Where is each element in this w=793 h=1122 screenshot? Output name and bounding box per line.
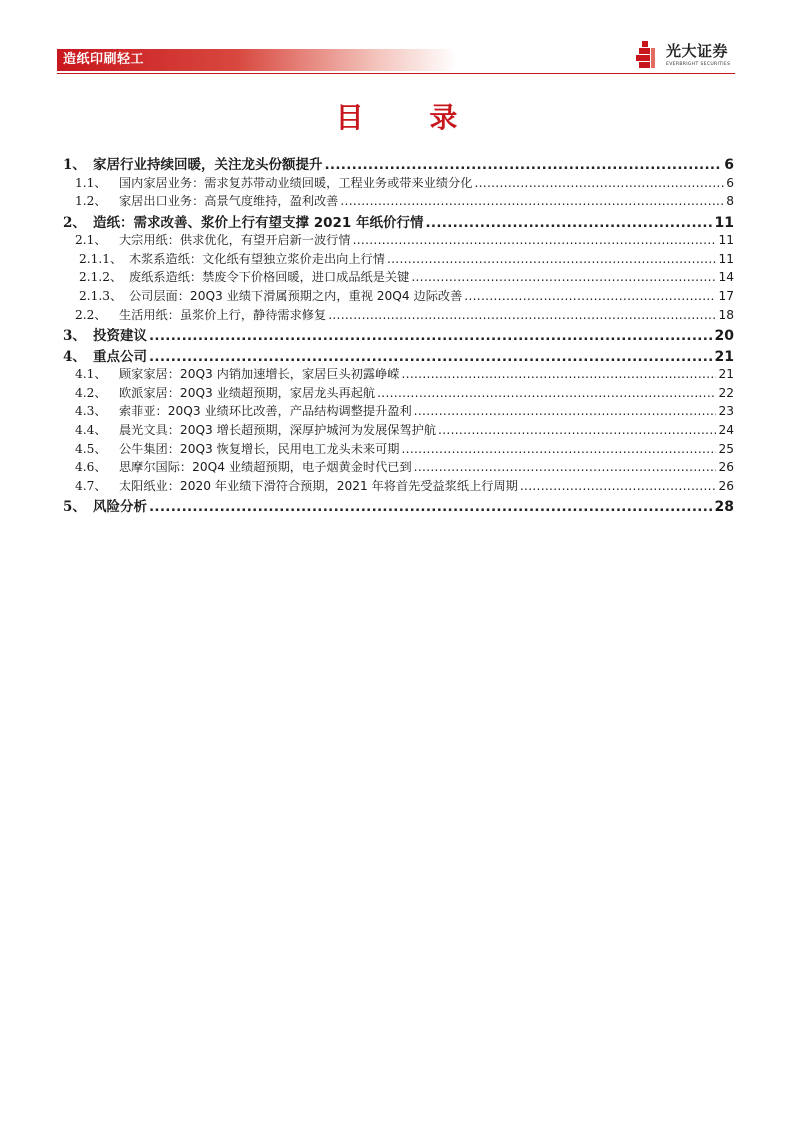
toc-entry-label: 顾家家居：20Q3 内销加速增长，家居巨头初露峥嵘	[119, 367, 400, 382]
toc-entry-number: 4.3、	[75, 404, 107, 419]
toc-entry-number: 2.2、	[75, 307, 107, 322]
toc-entry-number: 4.7、	[75, 478, 107, 493]
toc-entry[interactable]	[57, 211, 734, 232]
toc-entry-number: 4.1、	[75, 367, 107, 382]
toc-entry-page: 6	[724, 157, 734, 173]
dot-leader	[401, 442, 716, 456]
dot-leader	[414, 460, 717, 474]
section-title: 造纸印刷轻工	[63, 52, 145, 67]
toc-entry-page: 26	[718, 460, 734, 475]
header-divider	[57, 73, 735, 74]
toc-entry[interactable]	[57, 458, 734, 477]
toc-entry-number: 2.1.3、	[79, 288, 123, 303]
dot-leader	[149, 499, 713, 515]
toc-entry-label: 欧派家居：20Q3 业绩超预期，家居龙头再起航	[119, 385, 376, 400]
toc-entry-number: 4、	[63, 348, 86, 365]
toc-entry[interactable]	[57, 440, 734, 459]
toc-entry[interactable]	[57, 192, 734, 211]
dot-leader	[340, 194, 724, 208]
toc-entry-page: 11	[714, 214, 734, 231]
toc-entry[interactable]	[57, 477, 734, 496]
toc-entry-label: 公司层面：20Q3 业绩下滑属预期之内，重视 20Q4 边际改善	[129, 288, 463, 303]
toc-entry[interactable]	[57, 250, 734, 269]
toc-entry-number: 4.6、	[75, 460, 107, 475]
toc-entry-page: 28	[714, 499, 734, 516]
toc-entry[interactable]	[57, 384, 734, 403]
dot-leader	[425, 215, 712, 231]
toc-entry-number: 5、	[63, 499, 86, 516]
toc-entry[interactable]	[57, 287, 734, 306]
table-of-contents	[57, 153, 734, 516]
toc-entry-label: 风险分析	[93, 499, 147, 516]
toc-entry-number: 4.4、	[75, 422, 107, 437]
toc-entry-page: 24	[718, 422, 734, 437]
toc-entry-page: 26	[718, 478, 734, 493]
toc-entry-label: 思摩尔国际：20Q4 业绩超预期，电子烟黄金时代已到	[119, 460, 412, 475]
dot-leader	[520, 479, 717, 493]
toc-entry-label: 公牛集团：20Q3 恢复增长，民用电工龙头未来可期	[119, 441, 400, 456]
toc-entry-page: 20	[714, 328, 734, 345]
toc-entry-page: 21	[714, 348, 734, 365]
toc-entry-page: 18	[718, 307, 734, 322]
toc-entry-label: 太阳纸业：2020 年业绩下滑符合预期，2021 年将首先受益浆纸上行周期	[119, 478, 518, 493]
toc-entry-label: 家居出口业务：高景气度维持，盈利改善	[119, 194, 339, 209]
dot-leader	[149, 328, 713, 344]
toc-entry-number: 2.1.1、	[79, 251, 123, 266]
toc-entry-label: 家居行业持续回暖，关注龙头份额提升	[93, 157, 323, 173]
toc-entry-label: 晨光文具：20Q3 增长超预期，深厚护城河为发展保驾护航	[119, 422, 437, 437]
toc-entry[interactable]	[57, 153, 734, 174]
dot-leader	[414, 404, 717, 418]
everbright-logo-icon	[636, 41, 658, 69]
toc-entry[interactable]	[57, 495, 734, 516]
toc-entry-number: 2.1.2、	[79, 270, 123, 285]
toc-entry[interactable]	[57, 324, 734, 345]
dot-leader	[401, 367, 716, 381]
toc-entry-label: 国内家居业务：需求复苏带动业绩回暖，工程业务或带来业绩分化	[119, 175, 473, 190]
toc-entry-label: 投资建议	[93, 328, 147, 345]
toc-entry[interactable]	[57, 421, 734, 440]
toc-entry-label: 重点公司	[93, 348, 147, 365]
toc-entry-number: 1.2、	[75, 194, 107, 209]
toc-entry-label: 索菲亚：20Q3 业绩环比改善，产品结构调整提升盈利	[119, 404, 412, 419]
dot-leader	[387, 252, 717, 266]
toc-entry[interactable]	[57, 306, 734, 325]
toc-title: 目 录	[335, 101, 486, 134]
toc-entry-page: 25	[718, 441, 734, 456]
toc-entry-number: 2、	[63, 214, 86, 231]
dot-leader	[353, 233, 717, 247]
logo-text-en: EVERBRIGHT SECURITIES	[666, 62, 731, 67]
dot-leader	[149, 349, 713, 365]
toc-entry-page: 22	[718, 385, 734, 400]
dot-leader	[325, 157, 723, 173]
toc-entry-page: 11	[718, 251, 734, 266]
dot-leader	[377, 386, 716, 400]
toc-entry-page: 14	[718, 270, 734, 285]
toc-entry-number: 4.5、	[75, 441, 107, 456]
toc-entry[interactable]	[57, 345, 734, 366]
dot-leader	[328, 308, 716, 322]
toc-entry[interactable]	[57, 402, 734, 421]
toc-entry[interactable]	[57, 268, 734, 287]
dot-leader	[464, 289, 716, 303]
toc-entry-page: 6	[726, 175, 734, 190]
toc-entry-page: 17	[718, 288, 734, 303]
toc-entry-label: 大宗用纸：供求优化，有望开启新一波行情	[119, 233, 351, 248]
toc-entry-label: 生活用纸：虽浆价上行，静待需求修复	[119, 307, 327, 322]
toc-entry-label: 造纸：需求改善、浆价上行有望支撑 2021 年纸价行情	[93, 214, 424, 231]
toc-entry-number: 1、	[63, 157, 86, 173]
toc-entry[interactable]	[57, 231, 734, 250]
company-logo	[636, 41, 736, 71]
toc-entry[interactable]	[57, 174, 734, 193]
toc-entry-label: 废纸系造纸：禁废令下价格回暖，进口成品纸是关键	[129, 270, 410, 285]
toc-entry-number: 3、	[63, 328, 86, 345]
toc-entry-number: 2.1、	[75, 233, 107, 248]
dot-leader	[474, 176, 724, 190]
toc-entry-number: 4.2、	[75, 385, 107, 400]
dot-leader	[411, 270, 716, 284]
toc-entry-number: 1.1、	[75, 175, 107, 190]
dot-leader	[438, 423, 716, 437]
toc-entry[interactable]	[57, 365, 734, 384]
toc-entry-page: 23	[718, 404, 734, 419]
toc-entry-page: 8	[726, 194, 734, 209]
toc-entry-page: 11	[718, 233, 734, 248]
toc-entry-label: 木浆系造纸：文化纸有望独立浆价走出向上行情	[129, 251, 385, 266]
toc-entry-page: 21	[718, 367, 734, 382]
logo-text-cn: 光大证券	[666, 42, 729, 60]
